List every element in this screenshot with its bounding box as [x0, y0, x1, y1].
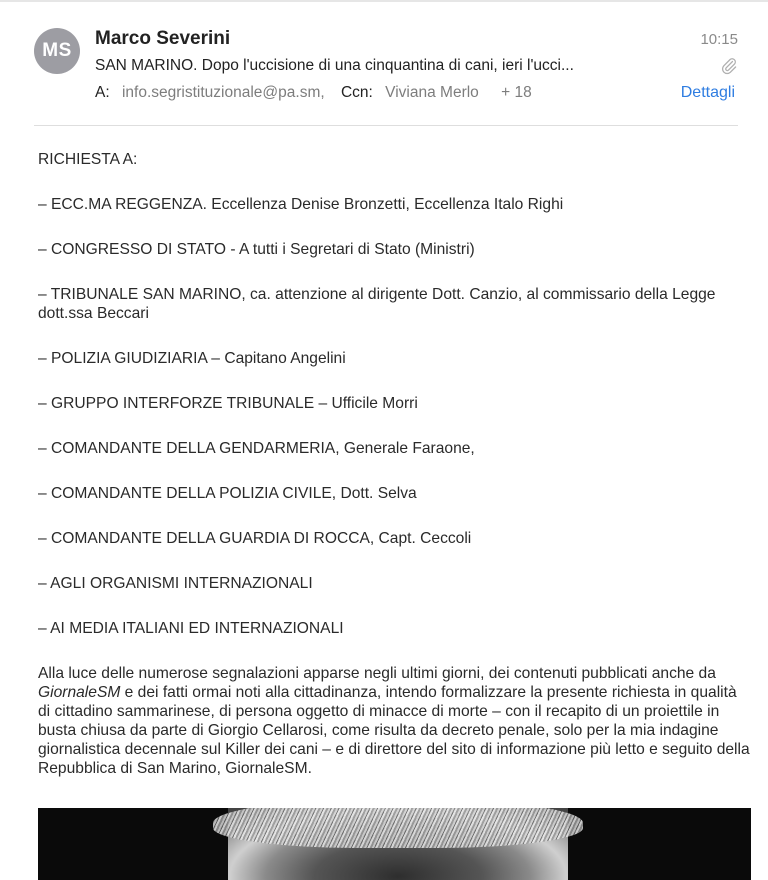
email-header: [0, 0, 768, 128]
sender-name[interactable]: Marco Severini: [95, 28, 231, 49]
body-line: – GRUPPO INTERFORZE TRIBUNALE – Ufficile Morri: [38, 395, 418, 412]
email-subject: SAN MARINO. Dopo l'uccisione di una cinquantina di cani, ieri l'ucci...: [95, 57, 574, 74]
paperclip-icon[interactable]: [720, 56, 738, 76]
body-line: – COMANDANTE DELLA GENDARMERIA, Generale Faraone,: [38, 440, 475, 457]
cc-label: Ccn:: [340, 84, 373, 101]
recipients-line: [95, 84, 532, 102]
email-body: [38, 150, 750, 804]
paragraph-text: Alla luce delle numerose segnalazioni apparse negli ultimi giorni, dei contenuti pubblicati anche da: [38, 665, 716, 682]
body-line: – ECC.MA REGGENZA. Eccellenza Denise Bronzetti, Eccellenza Italo Righi: [38, 196, 564, 213]
body-line: – AI MEDIA ITALIANI ED INTERNAZIONALI: [38, 620, 344, 637]
to-recipient[interactable]: info.segristituzionale@pa.sm,: [121, 84, 325, 101]
cc-recipient[interactable]: Viviana Merlo: [385, 84, 479, 101]
more-recipients-count[interactable]: + 18: [501, 84, 532, 101]
body-line: – COMANDANTE DELLA POLIZIA CIVILE, Dott. Selva: [38, 485, 417, 502]
body-line: RICHIESTA A:: [38, 151, 138, 168]
body-line: – TRIBUNALE SAN MARINO, ca. attenzione al dirigente Dott. Canzio, al commissario della Legge dott.ssa Beccari: [38, 286, 716, 322]
inline-photo[interactable]: [38, 808, 751, 880]
avatar[interactable]: MS: [34, 28, 80, 74]
body-paragraph: [38, 664, 750, 778]
paragraph-text: e dei fatti ormai noti alla cittadinanza, intendo formalizzare la presente richiesta in qualità di cittadino sammarinese, di persona oggetto di minacce di morte – con il recapito di un proiettile in busta chiusa da parte di Giorgio Cellarosi, come risulta da decreto penale, solo per la mia indagine giornalistica decennale sul Killer dei cani – e di direttore del sito di informazione più letto e seguito della Repubblica di San Marino, GiornaleSM.: [38, 684, 750, 777]
body-line: – COMANDANTE DELLA GUARDIA DI ROCCA, Capt. Ceccoli: [38, 530, 472, 547]
photo-hair: [213, 808, 583, 848]
details-link[interactable]: Dettagli: [680, 84, 735, 101]
body-line: – AGLI ORGANISMI INTERNAZIONALI: [38, 575, 313, 592]
giornalesm-name: GiornaleSM: [38, 684, 121, 701]
header-divider: [34, 125, 738, 126]
to-label: A:: [95, 84, 110, 101]
body-line: – CONGRESSO DI STATO - A tutti i Segretari di Stato (Ministri): [38, 241, 475, 258]
received-time: 10:15: [700, 31, 738, 48]
body-line: – POLIZIA GIUDIZIARIA – Capitano Angelini: [38, 350, 346, 367]
